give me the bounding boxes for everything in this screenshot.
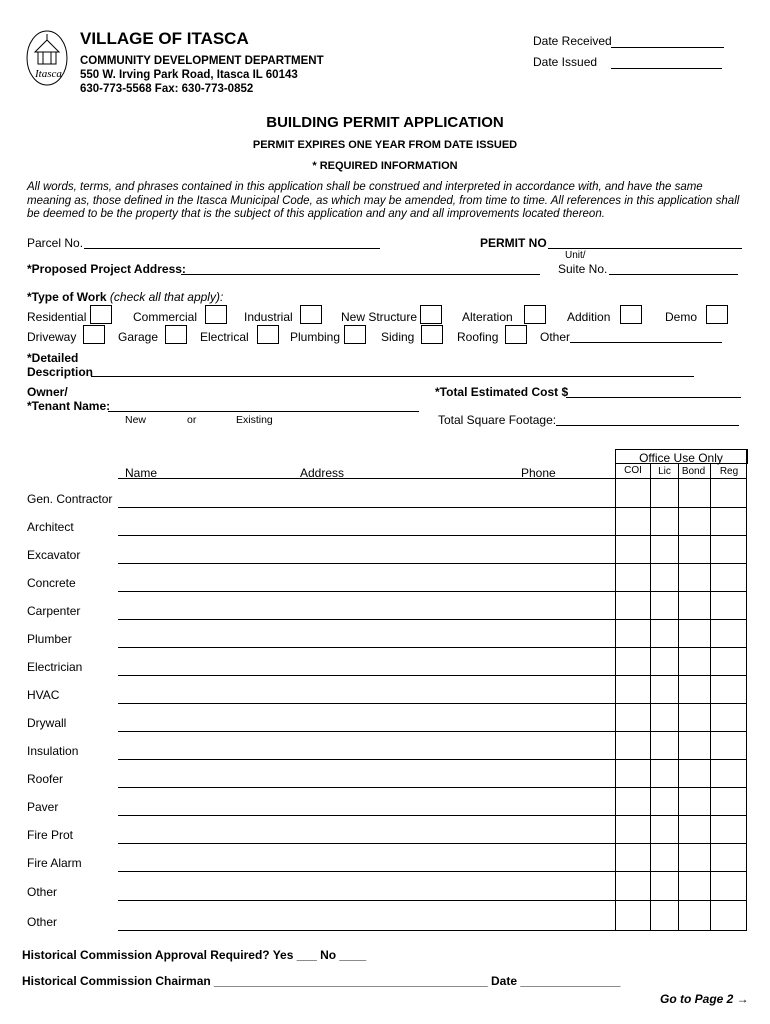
office-col-bond: Bond: [681, 466, 706, 477]
row-label: Insulation: [27, 744, 79, 758]
work-label-plumbing: Plumbing: [290, 330, 341, 344]
historical-date-field[interactable]: Date _______________: [491, 974, 621, 988]
checkbox-new-structure[interactable]: [420, 305, 442, 324]
row-label: Gen. Contractor: [27, 492, 113, 506]
department-phone: 630-773-5568 Fax: 630-773-0852: [80, 83, 254, 95]
parcel-field[interactable]: [84, 248, 380, 249]
row-line[interactable]: [118, 900, 746, 901]
row-label: Plumber: [27, 632, 72, 646]
row-line[interactable]: [118, 731, 746, 732]
checkbox-commercial[interactable]: [205, 305, 227, 324]
square-footage-field[interactable]: [556, 425, 739, 426]
checkbox-addition[interactable]: [620, 305, 642, 324]
checkbox-alteration[interactable]: [524, 305, 546, 324]
work-label-new-structure: New Structure: [341, 310, 418, 324]
historical-chairman-field[interactable]: Historical Commission Chairman _________________________________________: [22, 974, 488, 988]
other-work-field[interactable]: [570, 342, 722, 343]
row-label: Architect: [27, 520, 74, 534]
row-line[interactable]: [118, 675, 746, 676]
work-label-electrical: Electrical: [200, 330, 249, 344]
project-address-field[interactable]: [181, 274, 540, 275]
row-label: Carpenter: [27, 604, 81, 618]
work-label-industrial: Industrial: [244, 310, 293, 324]
logo-text: Itasca: [35, 68, 62, 80]
row-label: Roofer: [27, 772, 64, 786]
column-address: Address: [300, 466, 345, 480]
checkbox-roofing[interactable]: [505, 325, 527, 344]
historical-approval-question[interactable]: Historical Commission Approval Required? Yes ___ No ____: [22, 948, 367, 962]
total-cost-field[interactable]: [566, 397, 741, 398]
owner-tenant-field[interactable]: [108, 411, 419, 412]
date-issued-label: Date Issued: [533, 55, 598, 69]
checkbox-electrical[interactable]: [257, 325, 279, 344]
tenant-label: *Tenant Name:: [27, 399, 111, 413]
row-label: Excavator: [27, 548, 81, 562]
work-label-demo: Demo: [665, 310, 698, 324]
checkbox-siding[interactable]: [421, 325, 443, 344]
required-notice: * REQUIRED INFORMATION: [312, 160, 458, 172]
work-label-siding: Siding: [381, 330, 415, 344]
type-of-work-label: [27, 290, 223, 304]
office-use-label: Office Use Only: [639, 451, 723, 465]
office-col-divider-2: [650, 463, 651, 931]
row-label: Fire Prot: [27, 828, 74, 842]
department-name: COMMUNITY DEVELOPMENT DEPARTMENT: [80, 55, 324, 67]
suite-label: Suite No.: [558, 262, 608, 276]
new-option[interactable]: New: [125, 414, 147, 426]
type-of-work-title: *Type of Work: [27, 290, 107, 304]
office-col-reg: Reg: [719, 466, 739, 477]
column-name: Name: [125, 466, 158, 480]
office-col-divider-5: [746, 449, 747, 931]
row-line[interactable]: [118, 843, 746, 844]
office-col-coi: COI: [624, 465, 642, 476]
expiry-notice: PERMIT EXPIRES ONE YEAR FROM DATE ISSUED: [252, 139, 518, 151]
row-label: Other: [27, 915, 58, 929]
work-label-residential: Residential: [27, 310, 87, 324]
row-line[interactable]: [118, 871, 746, 872]
office-col-divider-4: [710, 463, 711, 931]
next-page-link[interactable]: Go to Page 2 →: [660, 992, 749, 1006]
office-col-divider-3: [678, 463, 679, 931]
office-col-divider-1: [615, 449, 616, 931]
existing-option[interactable]: Existing: [236, 414, 273, 426]
date-received-label: Date Received: [533, 34, 612, 48]
row-label: Paver: [27, 800, 59, 814]
office-header-rule: [615, 463, 746, 464]
row-label: Other: [27, 885, 58, 899]
description-field[interactable]: [91, 376, 694, 377]
form-title: BUILDING PERMIT APPLICATION: [266, 114, 504, 131]
owner-label: Owner/: [27, 385, 68, 399]
total-cost-label: *Total Estimated Cost $: [435, 385, 569, 399]
row-line[interactable]: [118, 591, 746, 592]
department-address: 550 W. Irving Park Road, Itasca IL 60143: [80, 69, 298, 81]
work-label-alteration: Alteration: [462, 310, 513, 324]
row-line[interactable]: [118, 759, 746, 760]
row-line[interactable]: [118, 930, 746, 931]
office-col-lic: Lic: [658, 466, 671, 477]
work-label-addition: Addition: [567, 310, 611, 324]
work-label-other: Other: [540, 330, 571, 344]
row-label: HVAC: [27, 688, 60, 702]
checkbox-demo[interactable]: [706, 305, 728, 324]
description-label: Description: [27, 365, 94, 379]
or-text: or: [187, 414, 197, 426]
work-label-roofing: Roofing: [457, 330, 499, 344]
parcel-label: Parcel No.: [27, 236, 84, 250]
unit-label: Unit/: [565, 250, 586, 261]
row-line[interactable]: [118, 787, 746, 788]
check-all-note: (check all that apply):: [109, 290, 224, 304]
work-label-garage: Garage: [118, 330, 159, 344]
row-line[interactable]: [118, 647, 746, 648]
row-line[interactable]: [118, 815, 746, 816]
row-line[interactable]: [118, 535, 746, 536]
project-address-label: *Proposed Project Address:: [27, 262, 186, 276]
date-issued-field[interactable]: [611, 68, 722, 69]
checkbox-plumbing[interactable]: [344, 325, 366, 344]
date-received-field[interactable]: [611, 47, 724, 48]
checkbox-garage[interactable]: [165, 325, 187, 344]
permit-no-label: PERMIT NO: [480, 236, 547, 250]
permit-no-field[interactable]: [548, 248, 742, 249]
row-label: Concrete: [27, 576, 76, 590]
row-label: Fire Alarm: [27, 856, 82, 870]
row-line[interactable]: [118, 703, 746, 704]
village-name: VILLAGE OF ITASCA: [80, 29, 249, 48]
row-label: Drywall: [27, 716, 67, 730]
intro-paragraph: All words, terms, and phrases contained in this application shall be construed and interpreted in accordance with, and have the same meaning as, those defined in the Itasca Municipal Code, as which may be amended, from time to time. All references in this application shall be deemed to be the property that is the subject of this application and any and all improvements located thereon.: [27, 181, 740, 220]
row-line[interactable]: [118, 619, 746, 620]
village-seal-logo: [25, 28, 69, 88]
square-footage-label: Total Square Footage:: [438, 413, 557, 427]
table-header-rule: [118, 478, 746, 479]
work-label-commercial: Commercial: [133, 310, 198, 324]
checkbox-industrial[interactable]: [300, 305, 322, 324]
checkbox-residential[interactable]: [90, 305, 112, 324]
row-label: Electrician: [27, 660, 83, 674]
checkbox-driveway[interactable]: [83, 325, 105, 344]
row-line[interactable]: [118, 507, 746, 508]
column-phone: Phone: [521, 466, 556, 480]
work-label-driveway: Driveway: [27, 330, 77, 344]
suite-field[interactable]: [609, 274, 738, 275]
detailed-label: *Detailed: [27, 351, 79, 365]
row-line[interactable]: [118, 563, 746, 564]
